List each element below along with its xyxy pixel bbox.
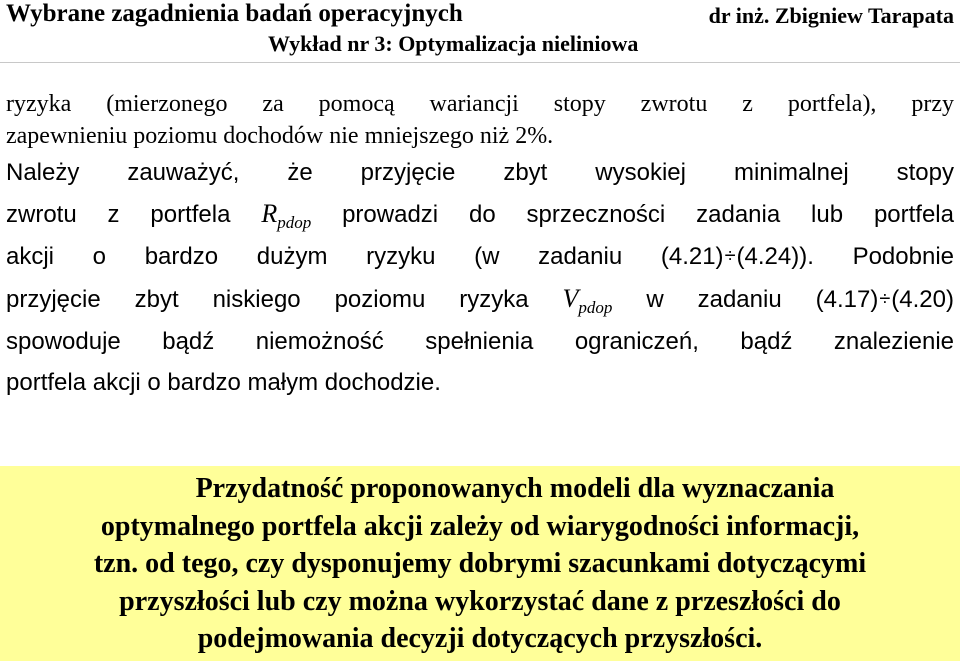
header-divider [0, 62, 960, 63]
highlight-line5: podejmowania decyzji dotyczących przyszłości. [197, 623, 763, 654]
author-name: dr inż. Zbigniew Tarapata [708, 3, 954, 28]
paragraph-main [6, 153, 954, 403]
highlight-line3: tzn. od tego, czy dysponujemy dobrymi szacunkami dotyczącymi [93, 548, 867, 579]
paragraph2-line2 [6, 194, 954, 238]
paragraph1-line2: zapewnieniu poziomu dochodów nie mniejszego niż 2%. [6, 123, 554, 149]
paragraph2-line3 [6, 237, 954, 279]
symbol-r-subscript: pdop [277, 212, 312, 232]
highlight-line4: przyszłości lub czy można wykorzystać dane z przeszłości do [119, 585, 841, 617]
text-fragment: (4.24)). Podobnie [736, 243, 954, 270]
paragraph1-line1: ryzyka (mierzonego za pomocą wariancji stopy zwrotu z portfela), przy [6, 91, 954, 117]
lecture-title: Wykład nr 3: Optymalizacja nieliniowa [268, 31, 639, 56]
course-title: Wybrane zagadnienia badań operacyjnych [6, 0, 463, 27]
symbol-v: V [562, 283, 579, 313]
paragraph2-line1: Należy zauważyć, że przyjęcie zbyt wysokiej minimalnej stopy [6, 159, 954, 186]
text-fragment: (4.20) [891, 285, 954, 313]
paragraph2-line4 [6, 279, 954, 323]
text-fragment: akcji o bardzo dużym ryzyku (w zadaniu (4.21) [6, 243, 724, 270]
division-sign-icon: ÷ [879, 287, 891, 310]
highlight-line2: optymalnego portfela akcji zależy od wiarygodności informacji, [100, 510, 860, 542]
division-sign-icon: ÷ [724, 245, 736, 267]
symbol-r: R [261, 198, 278, 228]
paragraph2-line5: spowoduje bądź niemożność spełnienia ograniczeń, bądź znalezienie [6, 328, 954, 355]
text-fragment: prowadzi do sprzeczności zadania lub portfela [311, 200, 954, 228]
paragraph2-line6: portfela akcji o bardzo małym dochodzie. [6, 368, 441, 396]
text-fragment: zwrotu z portfela [6, 200, 262, 228]
symbol-v-subscript: pdop [578, 297, 613, 317]
text-fragment: przyjęcie zbyt niskiego poziomu ryzyka [6, 285, 563, 313]
text-fragment: w zadaniu (4.17) [612, 285, 879, 313]
highlight-text [0, 470, 960, 658]
paragraph-continuation [6, 88, 954, 152]
highlight-line1: Przydatność proponowanych modeli dla wyznaczania [195, 473, 835, 504]
